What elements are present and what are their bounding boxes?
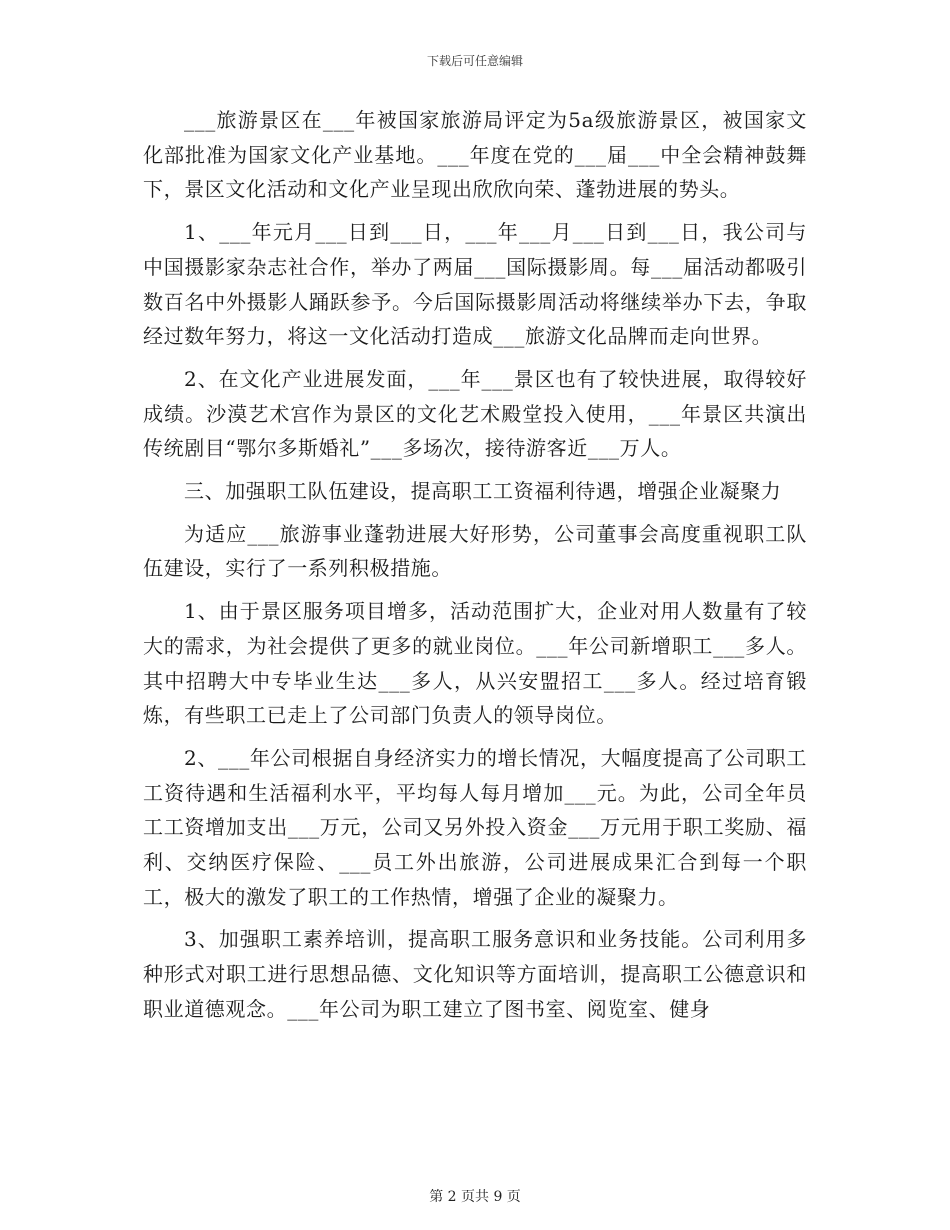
paragraph-intro: ___旅游景区在___年被国家旅游局评定为5a级旅游景区，被国家文化部批准为国家文化产业基地。___年度在党的___届___中全会精神鼓舞下，景区文化活动和文化产业呈现出欣欣向荣、蓬勃进展的势头。 <box>143 108 807 202</box>
paragraph-item-1-photography: 1、___年元月___日到___日，___年___月___日到___日，我公司与中国摄影家杂志社合作，举办了两届___国际摄影周。每___届活动都吸引数百名中外摄影人踊跃参予。今后国际摄影周活动将继续举办下去，争取经过数年努力，将这一文化活动打造成___旅游文化品牌而走向世界。 <box>143 220 807 349</box>
paragraph-item-3-training: 3、加强职工素养培训，提高职工服务意识和业务技能。公司利用多种形式对职工进行思想品德、文化知识等方面培训，提高职工公德意识和职业道德观念。___年公司为职工建立了图书室、阅览室、健身 <box>143 927 807 1021</box>
paragraph-section-intro: 为适应___旅游事业蓬勃进展大好形势，公司董事会高度重视职工队伍建设，实行了一系列积极措施。 <box>143 521 807 581</box>
page-header: 下载后可任意编辑 <box>426 54 523 68</box>
page-footer: 第 2 页共 9 页 <box>429 1189 521 1205</box>
paragraph-item-1-employment: 1、由于景区服务项目增多，活动范围扩大，企业对用人数量有了较大的需求，为社会提供了更多的就业岗位。___年公司新增职工___多人。其中招聘大中专毕业生达___多人，从兴安盟招工___多人。经过培育锻炼，有些职工已走上了公司部门负责人的领导岗位。 <box>143 599 807 728</box>
document-body <box>143 103 807 1027</box>
section-heading-3: 三、加强职工队伍建设，提高职工工资福利待遇，增强企业凝聚力 <box>184 479 782 504</box>
paragraph-item-2-wages: 2、___年公司根据自身经济实力的增长情况，大幅度提高了公司职工工资待遇和生活福利水平，平均每人每月增加___元。为此，公司全年员工工资增加支出___万元，公司又另外投入资金___万元用于职工奖励、福利、交纳医疗保险、___员工外出旅游，公司进展成果汇合到每一个职工，极大的激发了职工的工作热情，增强了企业的凝聚力。 <box>143 745 807 909</box>
paragraph-item-2-culture-industry: 2、在文化产业进展发面，___年___景区也有了较快进展，取得较好成绩。沙漠艺术宫作为景区的文化艺术殿堂投入使用，___年景区共演出传统剧目“鄂尔多斯婚礼”___多场次，接待游客近___万人。 <box>143 366 807 461</box>
